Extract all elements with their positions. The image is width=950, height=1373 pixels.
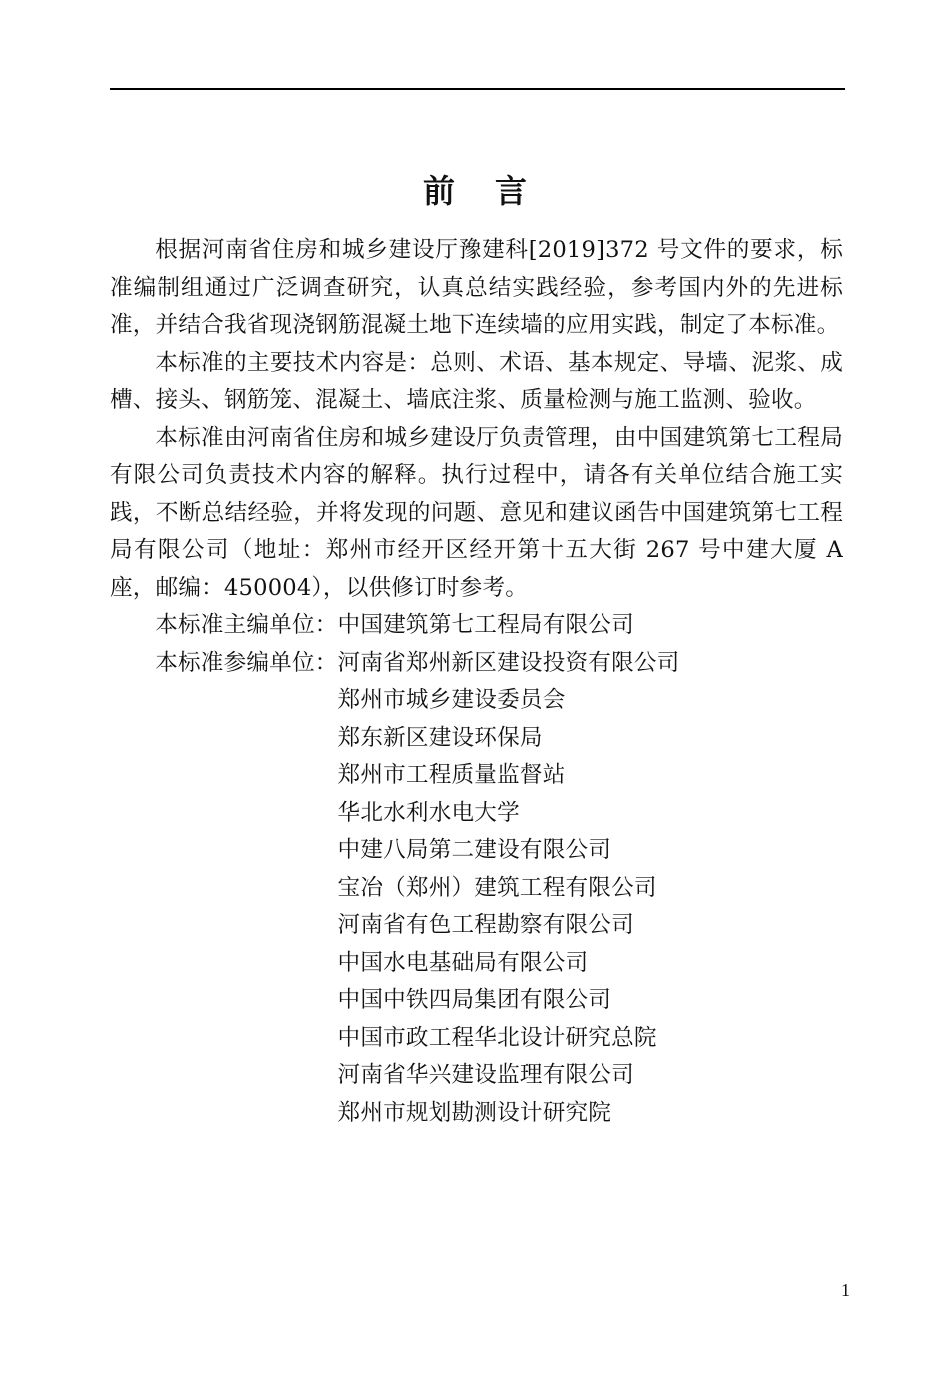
participating-unit: 河南省华兴建设监理有限公司 [337,1062,634,1088]
chief-unit-name: 中国建筑第七工程局有限公司 [337,612,634,638]
participating-unit: 郑州市工程质量监督站 [337,762,566,788]
participating-units-label: 本标准参编单位： [155,649,338,676]
page-number: 1 [841,1280,850,1300]
participating-unit: 中国中铁四局集团有限公司 [337,987,612,1013]
chief-unit-row [110,607,843,645]
participating-unit: 郑州市城乡建设委员会 [337,687,566,713]
chief-unit-label: 本标准主编单位： [155,612,338,638]
participating-unit: 宝冶（郑州）建筑工程有限公司 [337,874,657,901]
participating-unit: 中国水电基础局有限公司 [337,949,589,976]
participating-unit: 中建八局第二建设有限公司 [337,837,612,863]
foreword-body [110,232,843,1132]
paragraph-basis: 根据河南省住房和城乡建设厅豫建科[2019]372 号文件的要求，标准编制组通过广泛调查研究，认真总结实践经验，参考国内外的先进标准，并结合我省现浇钢筋混凝土地下连续墙的应用实践，制定了本标准。 [110,237,843,338]
paragraph-technical-content: 本标准的主要技术内容是：总则、术语、基本规定、导墙、泥浆、成槽、接头、钢筋笼、混凝土、墙底注浆、质量检测与施工监测、验收。 [110,349,843,413]
participating-units-list [338,645,843,1133]
participating-unit: 河南省有色工程勘察有限公司 [337,912,634,938]
participating-unit: 河南省郑州新区建设投资有限公司 [337,649,680,676]
participating-unit: 郑州市规划勘测设计研究院 [337,1099,612,1126]
paragraph-management: 本标准由河南省住房和城乡建设厅负责管理，由中国建筑第七工程局有限公司负责技术内容的解释。执行过程中，请各有关单位结合施工实践，不断总结经验，并将发现的问题、意见和建议函告中国建筑第七工程局有限公司（地址：郑州市经开区经开第十五大街 267 号中建大厦 A 座，邮编：450004），以供修订时参考。 [110,424,843,601]
participating-unit: 郑东新区建设环保局 [337,724,543,751]
participating-unit: 中国市政工程华北设计研究总院 [337,1024,657,1051]
page-title: 前言 [422,172,567,211]
participating-unit: 华北水利水电大学 [337,799,520,826]
header-rule [110,88,845,90]
participating-units-row [110,645,843,1133]
